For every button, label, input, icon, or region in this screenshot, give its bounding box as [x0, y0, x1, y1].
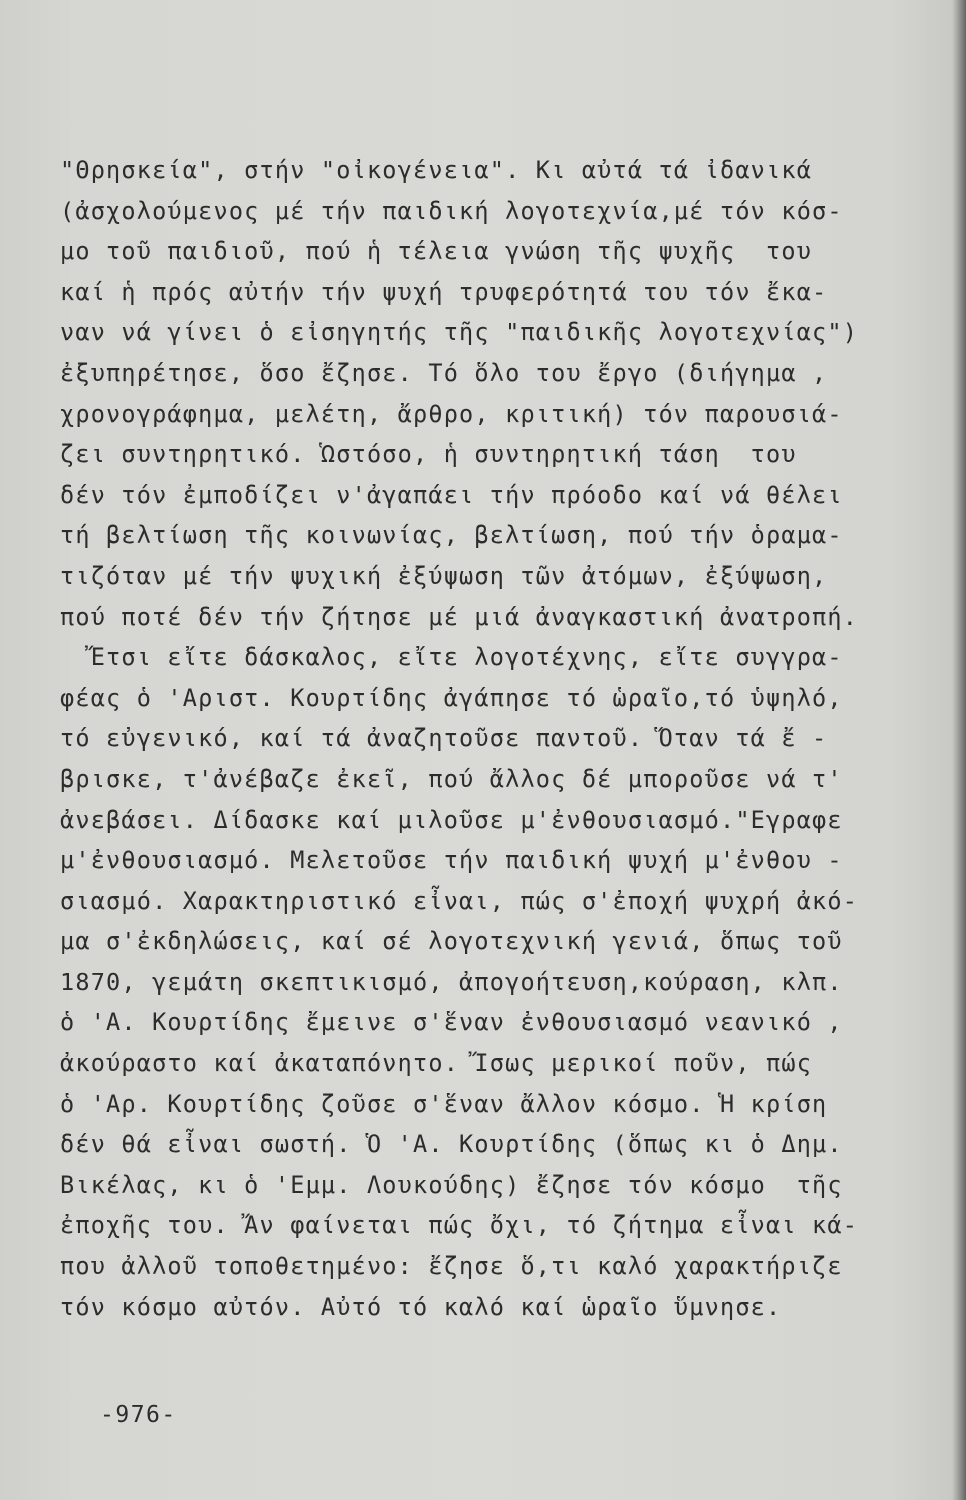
text-line: δέν θά εἶναι σωστή. Ὁ 'Α. Κουρτίδης (ὅπως κι ὁ Δημ.: [60, 1130, 843, 1159]
text-line: 1870, γεμάτη σκεπτικισμό, ἀπογοήτευση,κούραση, κλπ.: [60, 967, 843, 996]
text-line: δέν τόν ἐμποδίζει ν'ἀγαπάει τήν πρόοδο καί νά θέλει: [60, 480, 843, 509]
text-line: ζει συντηρητικό. Ὡστόσο, ἡ συντηρητική τάση του: [60, 440, 797, 469]
page-number: -976-: [100, 1402, 177, 1428]
text-line: χρονογράφημα, μελέτη, ἄρθρο, κριτική) τόν παρουσιά-: [60, 399, 843, 428]
text-line: μο τοῦ παιδιοῦ, πού ἡ τέλεια γνώση τῆς ψυχῆς του: [60, 237, 813, 266]
text-line: τή βελτίωση τῆς κοινωνίας, βελτίωση, πού τήν ὁραμα-: [60, 521, 843, 550]
text-line: ἐξυπηρέτησε, ὅσο ἔζησε. Τό ὅλο του ἔργο (διήγημα ,: [60, 358, 828, 387]
text-line: μ'ἐνθουσιασμό. Μελετοῦσε τήν παιδική ψυχή μ'ἐνθου -: [60, 846, 843, 875]
text-line: Ἔτσι εἴτε δάσκαλος, εἴτε λογοτέχνης, εἴτε συγγρα-: [60, 643, 843, 672]
text-line: πού ποτέ δέν τήν ζήτησε μέ μιά ἀναγκαστική ἀνατροπή.: [60, 602, 859, 631]
text-line: ναν νά γίνει ὁ εἰσηγητής τῆς "παιδικῆς λογοτεχνίας"): [60, 318, 859, 347]
text-line: ἀκούραστο καί ἀκαταπόνητο. Ἴσως μερικοί ποῦν, πώς: [60, 1049, 813, 1078]
text-line: (ἀσχολούμενος μέ τήν παιδική λογοτεχνία,μέ τόν κόσ-: [60, 196, 843, 225]
text-line: μα σ'ἐκδηλώσεις, καί σέ λογοτεχνική γενιά, ὅπως τοῦ: [60, 927, 843, 956]
text-line: Βικέλας, κι ὁ 'Εμμ. Λουκούδης) ἔζησε τόν κόσμο τῆς: [60, 1170, 843, 1199]
text-line: ἀνεβάσει. Δίδασκε καί μιλοῦσε μ'ἐνθουσιασμό."Εγραφε: [60, 805, 843, 834]
text-line: τό εὐγενικό, καί τά ἀναζητοῦσε παντοῦ. Ὅταν τά ἔ -: [60, 724, 828, 753]
text-line: τόν κόσμο αὐτόν. Αὐτό τό καλό καί ὡραῖο ὕμνησε.: [60, 1292, 782, 1321]
text-line: ὁ 'Αρ. Κουρτίδης ζοῦσε σ'ἕναν ἄλλον κόσμο. Ἡ κρίση: [60, 1089, 828, 1118]
page-spine-shadow: [952, 0, 966, 1500]
text-line: που ἀλλοῦ τοποθετημένο: ἔζησε ὅ,τι καλό χαρακτήριζε: [60, 1252, 843, 1281]
text-line: φέας ὁ 'Αριστ. Κουρτίδης ἀγάπησε τό ὡραῖο,τό ὑψηλό,: [60, 683, 843, 712]
text-line: καί ἡ πρός αὐτήν τήν ψυχή τρυφερότητά του τόν ἔκα-: [60, 277, 828, 306]
text-line: ἐποχῆς του. Ἄν φαίνεται πώς ὄχι, τό ζήτημα εἶναι κά-: [60, 1211, 859, 1240]
text-line: τιζόταν μέ τήν ψυχική ἐξύψωση τῶν ἀτόμων, ἐξύψωση,: [60, 561, 828, 590]
text-line: σιασμό. Χαρακτηριστικό εἶναι, πώς σ'ἐποχή ψυχρή ἀκό-: [60, 886, 859, 915]
text-line: βρισκε, τ'ἀνέβαζε ἐκεῖ, πού ἄλλος δέ μποροῦσε νά τ': [60, 764, 843, 793]
text-line: "Θρησκεία", στήν "οἰκογένεια". Κι αὐτά τά ἰδανικά: [60, 156, 813, 184]
body-text: [60, 150, 940, 1327]
text-line: ὁ 'Α. Κουρτίδης ἔμεινε σ'ἕναν ἐνθουσιασμό νεανικό ,: [60, 1008, 843, 1037]
